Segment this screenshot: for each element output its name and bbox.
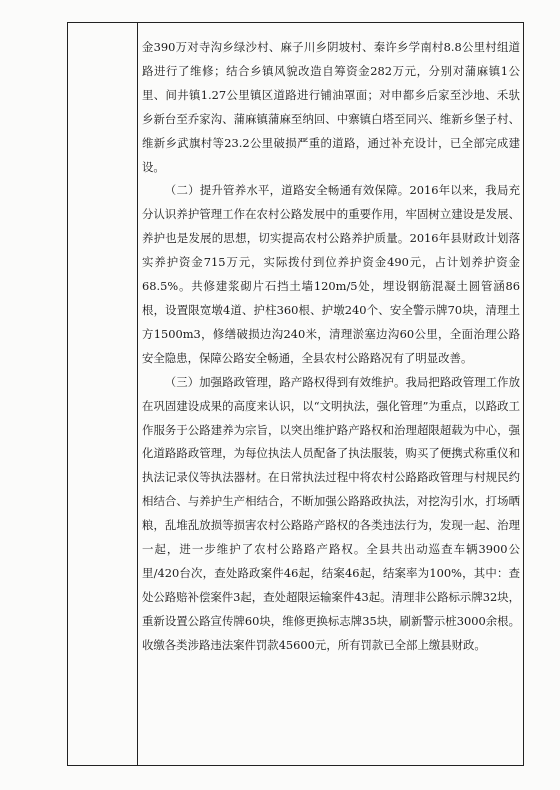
- content-cell: [142, 36, 520, 658]
- paragraph-continuation: 金390万对寺沟乡绿沙村、麻子川乡阴坡村、秦许乡学南村8.8公里村组道路进行了维修；结合乡镇风貌改造自筹资金282万元，分别对蒲麻镇1公里、间井镇1.27公里镇区道路进行铺油罩面；对申都乡后家至沙地、禾驮乡新台至乔家沟、蒲麻镇蒲麻至纳回、中寨镇白塔至同兴、维新乡堡子村、维新乡武旗村等23.2公里破损严重的道路，通过补充设计，已全部完成建设。: [142, 40, 520, 174]
- paragraph-road-administration: （三）加强路政管理，路产路权得到有效维护。我局把路政管理工作放在巩固建设成果的高度来认识，以“文明执法，强化管理”为重点，以路政工作服务于公路建养为宗旨，以突出维护路产路权和治理超限超载为中心，强化道路路政管理，为每位执法人员配备了执法服装，购买了便携式称重仪和执法记录仪等执法器材。在日常执法过程中将农村公路路政管理与村规民约相结合、与养护生产相结合，不断加强公路路政执法，对挖沟引水，打场晒粮，乱堆乱放损等损害农村公路路产路权的各类违法行为，发现一起、治理一起，进一步维护了农村公路路产路权。全县共出动巡查车辆3900公里/420台次，查处路政案件46起，结案46起，结案率为100%，其中：查处公路赔补偿案件3起，查处超限运输案件43起。清理非公路标示牌32块，重新设置公路宣传牌60块，维修更换标志牌35块，刷新警示桩3000余根。收缴各类涉路违法案件罚款45600元，所有罚款已全部上缴县财政。: [142, 374, 520, 652]
- paragraph-maintenance: （二）提升管养水平，道路安全畅通有效保障。2016年以来，我局充分认识养护管理工作在农村公路发展中的重要作用，牢固树立建设是发展、养护也是发展的思想，切实提高农村公路养护质量。2016年县财政计划落实养护资金715万元，实际拨付到位养护资金490元，占计划养护资金68.5%。共修建浆砌片石挡土墙120m/5处，埋设钢筋混凝土圆管涵86根，设置限宽墩4道、护柱360根、护墩240个、安全警示牌70块，清理土方1500m3，修缮破损边沟240米，清理淤塞边沟60公里，全面治理公路安全隐患，保障公路安全畅通，全县农村公路路况有了明显改善。: [142, 183, 520, 365]
- column-divider: [137, 22, 138, 766]
